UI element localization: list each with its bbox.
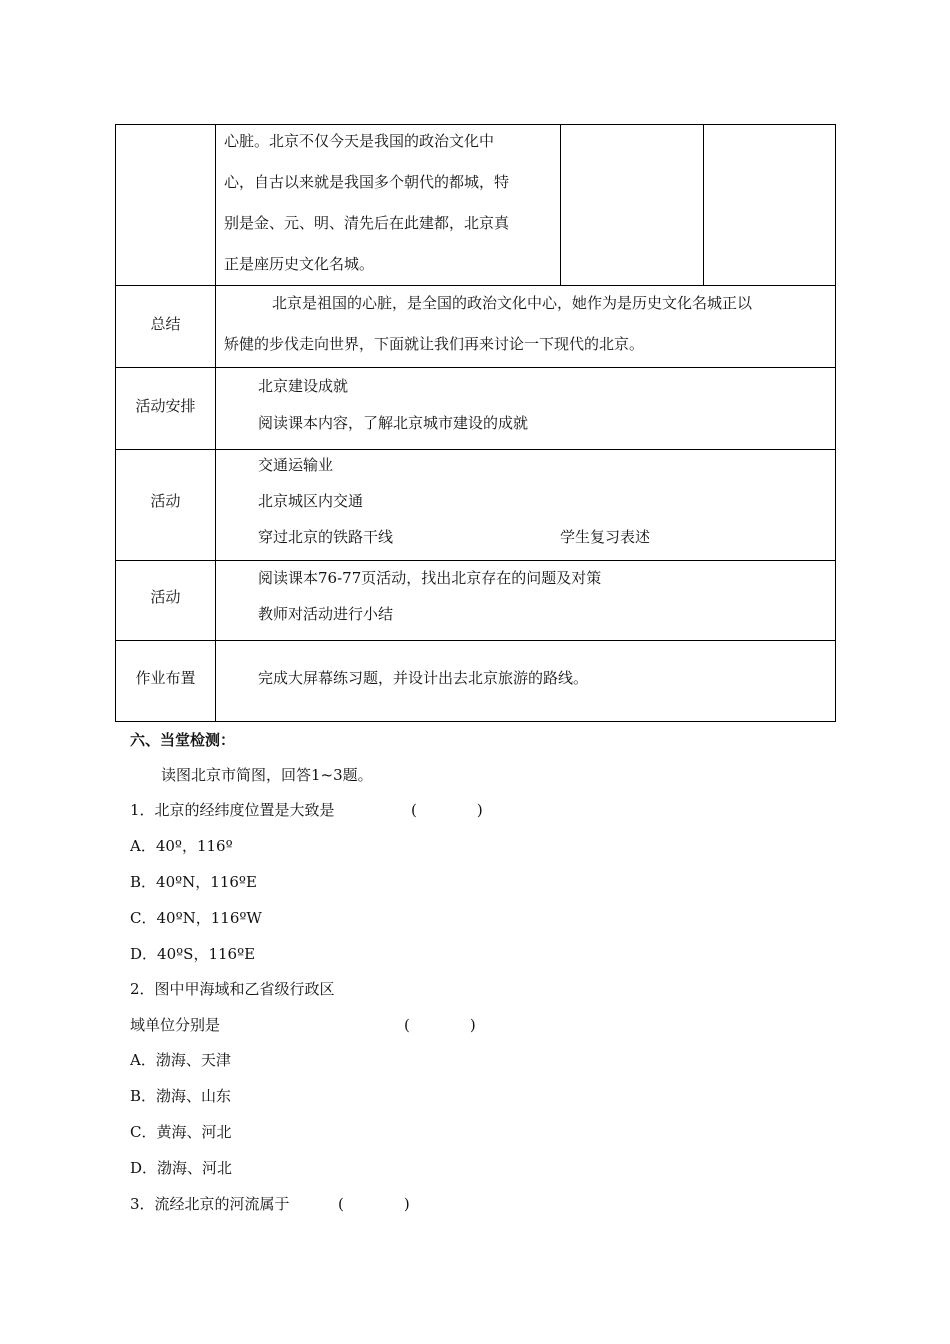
table-row-divider <box>115 285 836 286</box>
question-stem: 2．图中甲海域和乙省级行政区 <box>130 980 335 998</box>
table-cell-text: 北京城区内交通 <box>258 492 364 510</box>
answer-parentheses: ( ) <box>411 801 483 819</box>
table-border-bottom <box>115 721 836 722</box>
table-cell-text: 正是座历史文化名城。 <box>224 255 375 273</box>
table-cell-text: 矫健的步伐走向世界，下面就让我们再来讨论一下现代的北京。 <box>224 335 645 353</box>
row-label-summary: 总结 <box>150 315 181 333</box>
table-cell-text: 教师对活动进行小结 <box>258 605 394 623</box>
question-option: D．渤海、河北 <box>130 1159 233 1177</box>
section-heading: 六、当堂检测： <box>130 731 236 749</box>
table-cell-text: 阅读课本76-77页活动，找出北京存在的问题及对策 <box>258 569 602 587</box>
table-col-divider <box>215 124 216 722</box>
table-cell-text: 穿过北京的铁路干线 <box>258 528 394 546</box>
table-col-divider <box>703 124 704 286</box>
question-option: B．渤海、山东 <box>130 1087 232 1105</box>
question-option: A．40º，116º <box>130 837 233 855</box>
question-stem-continued: 域单位分别是 <box>130 1016 221 1034</box>
table-cell-text: 北京是祖国的心脏，是全国的政治文化中心，她作为是历史文化名城正以 <box>272 294 753 312</box>
table-row-divider <box>115 640 836 641</box>
question-stem: 3．流经北京的河流属于 <box>130 1195 290 1213</box>
answer-parentheses: ( ) <box>404 1016 476 1034</box>
question-option: A．渤海、天津 <box>130 1051 231 1069</box>
table-cell-text: 心脏。北京不仅今天是我国的政治文化中 <box>224 132 495 150</box>
table-cell-text: 阅读课本内容，了解北京城市建设的成就 <box>258 414 529 432</box>
section-intro: 读图北京市简图，回答1~3题。 <box>161 766 373 784</box>
question-option: C．40ºN，116ºW <box>130 909 262 927</box>
table-col-divider <box>560 124 561 286</box>
table-cell-text: 别是金、元、明、清先后在此建都，北京真 <box>224 214 510 232</box>
table-cell-note: 学生复习表述 <box>560 528 651 546</box>
row-label-arrangement: 活动安排 <box>135 397 196 415</box>
table-cell-text: 心，自古以来就是我国多个朝代的都城，特 <box>224 173 510 191</box>
table-cell-text: 交通运输业 <box>258 456 334 474</box>
table-border-left <box>115 124 116 722</box>
question-option: D．40ºS，116ºE <box>130 945 256 963</box>
question-stem: 1．北京的经纬度位置是大致是 <box>130 801 335 819</box>
question-option: C．黄海、河北 <box>130 1123 232 1141</box>
question-option: B．40ºN，116ºE <box>130 873 257 891</box>
table-cell-text: 完成大屏幕练习题，并设计出去北京旅游的路线。 <box>258 669 589 687</box>
answer-parentheses: ( ) <box>338 1195 410 1213</box>
table-border-right <box>835 124 836 722</box>
row-label-homework: 作业布置 <box>135 669 196 687</box>
table-row-divider <box>115 367 836 368</box>
table-cell-text: 北京建设成就 <box>258 377 349 395</box>
table-row-divider <box>115 449 836 450</box>
table-border-top <box>115 124 836 125</box>
table-row-divider <box>115 560 836 561</box>
row-label-activity: 活动 <box>150 588 181 606</box>
row-label-activity: 活动 <box>150 492 181 510</box>
